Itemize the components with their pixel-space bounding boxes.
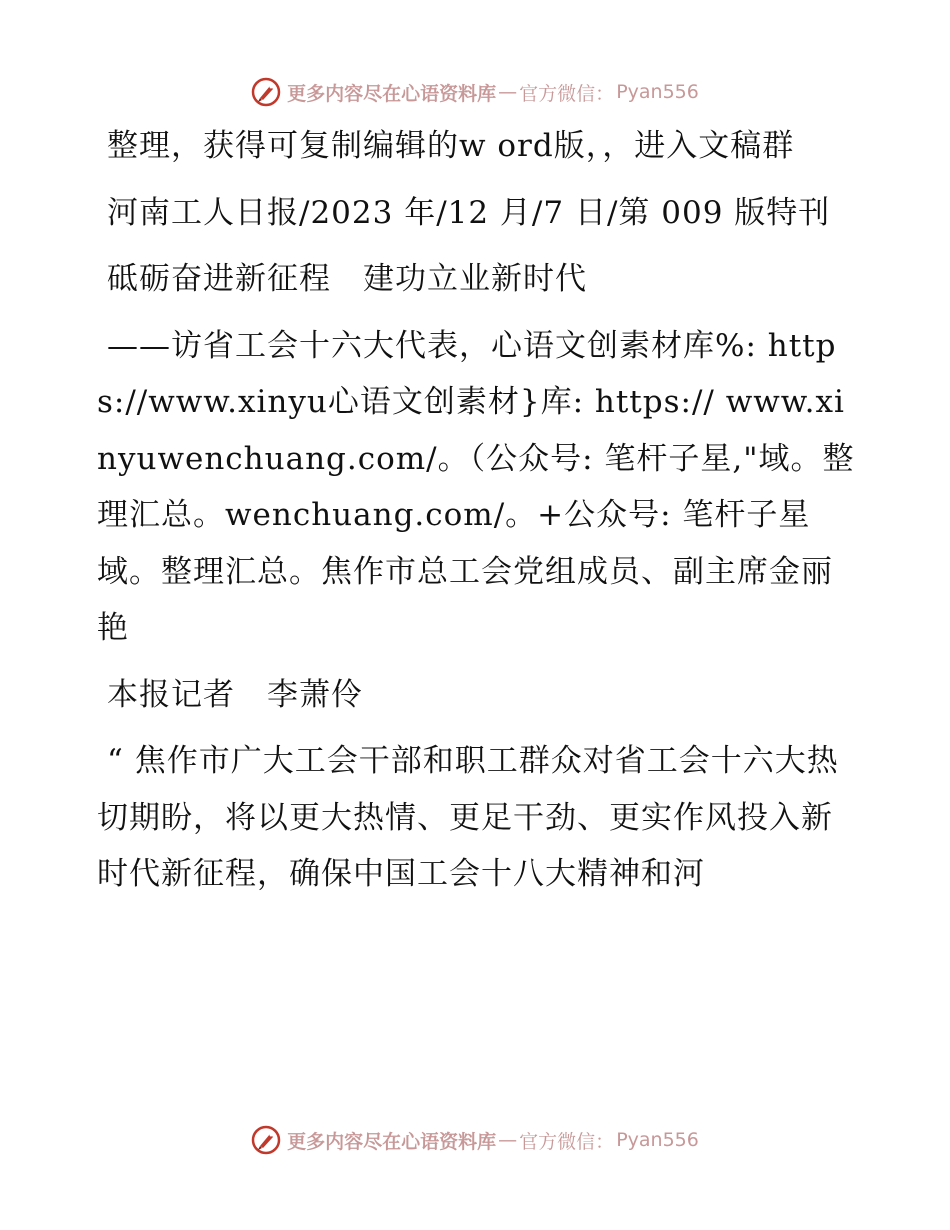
header-watermark xyxy=(0,72,950,112)
paragraph-source-line: 河南工人日报/2023 年/12 月/7 日/第 009 版特刊 xyxy=(107,194,831,231)
header-site-text: 更多内容尽在心语资料库 xyxy=(287,82,497,105)
header-separator: — xyxy=(498,81,518,103)
article-byline: 本报记者 李萧伶 xyxy=(107,676,363,713)
footer-wechat-label: 官方微信： xyxy=(519,1130,615,1153)
footer-site-text: 更多内容尽在心语资料库 xyxy=(287,1130,497,1153)
footer-watermark xyxy=(0,1120,950,1160)
header-wechat-id: Pyan556 xyxy=(616,81,699,103)
article-title: 砥砺奋进新征程 建功立业新时代 xyxy=(107,261,587,297)
document-body xyxy=(97,118,857,903)
article-body-paragraph: “ 焦作市广大工会干部和职工群众对省工会十六大热切期盼，将以更大热情、更足干劲、更实作风投入新时代新征程，确保中国工会十八大精神和河 xyxy=(97,743,839,892)
article-subtitle: ——访省工会十六大代表，心语文创素材库%: https://www.xinyu心语文创素材}库: https:// www.xinyuwenchuang.com/。（公众号: 笔杆子星,"域。整理汇总。wenchuang.com/。+公众号: 笔杆子星域。整理汇总。焦作市总工会党组成员、副主席金丽艳 xyxy=(97,327,855,646)
paragraph-intro: 整理，获得可复制编辑的w ord版，，进入文稿群 xyxy=(107,128,795,164)
pen-nib-logo-icon xyxy=(251,1125,281,1155)
footer-separator: — xyxy=(498,1129,518,1151)
footer-wechat-id: Pyan556 xyxy=(616,1129,699,1151)
pen-nib-logo-icon xyxy=(251,77,281,107)
header-wechat-label: 官方微信： xyxy=(519,82,615,105)
